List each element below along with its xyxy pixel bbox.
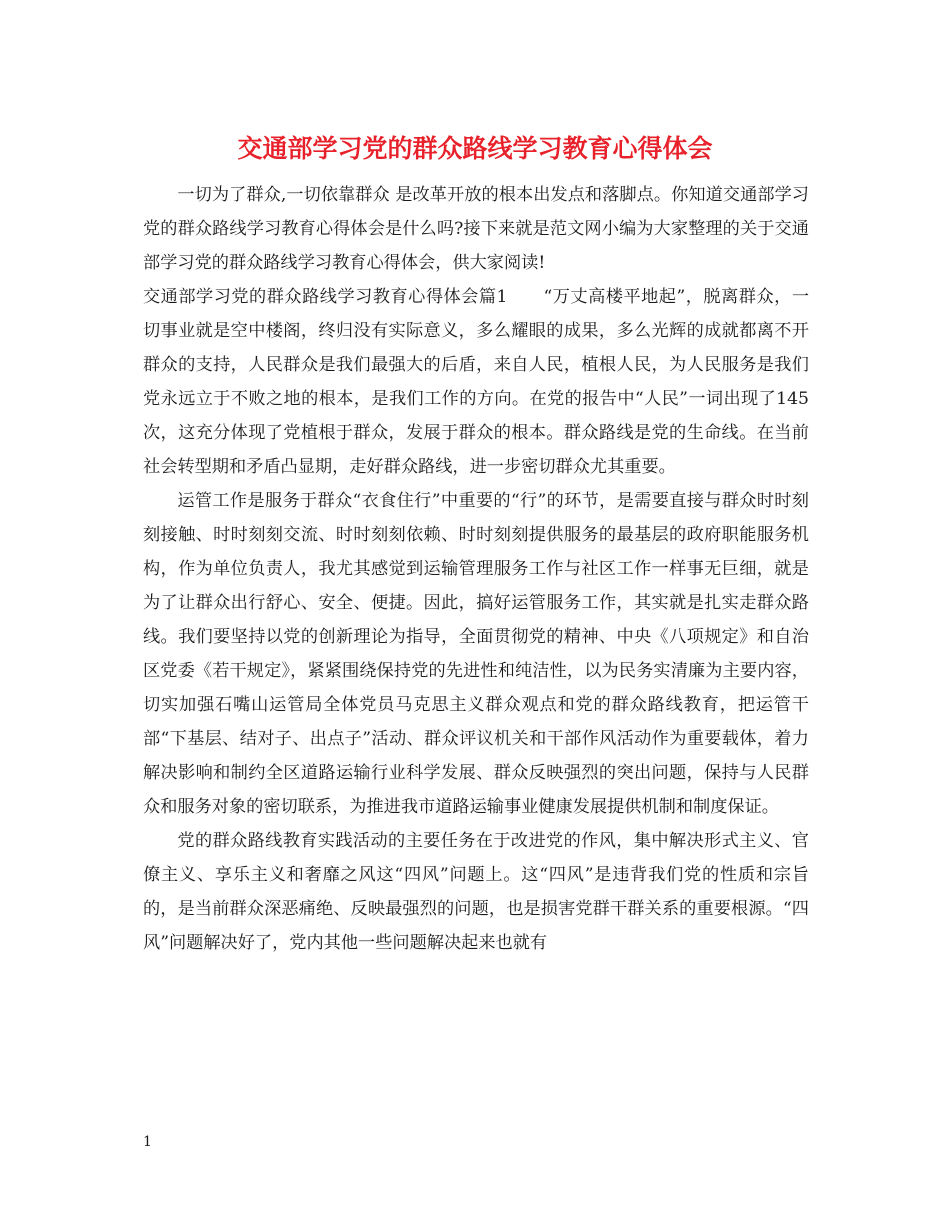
paragraph-2: 运管工作是服务于群众“衣食住行”中重要的“行”的环节，是需要直接与群众时时刻刻接触、时时刻刻交流、时时刻刻依赖、时时刻刻提供服务的最基层的政府职能服务机构，作为单位负责人，我尤其感觉到运输管理服务工作与社区工作一样事无巨细，就是为了让群众出行舒心、安全、便捷。因此，搞好运管服务工作，其实就是扎实走群众路线。我们要坚持以党的创新理论为指导，全面贯彻党的精神、中央《八项规定》和自治区党委《若干规定》，紧紧围绕保持党的先进性和纯洁性，以为民务实清廉为主要内容，切实加强石嘴山运管局全体党员马克思主义群众观点和党的群众路线教育，把运管干部“下基层、结对子、出点子”活动、群众评议机关和干部作风活动作为重要载体，着力解决影响和制约全区道路运输行业科学发展、群众反映强烈的突出问题，保持与人民群众和服务对象的密切联系，为推进我市道路运输事业健康发展提供机制和制度保证。 xyxy=(143,491,809,817)
paragraph-1-text: “万丈高楼平地起”，脱离群众，一切事业就是空中楼阁，终归没有实际意义，多么耀眼的成果，多么光辉的成就都离不开群众的支持，人民群众是我们最强大的后盾，来自人民，植根人民，为人民服务是我们党永远立于不败之地的根本，是我们工作的方向。在党的报告中“人民”一词出现了145次，这充分体现了党植根于群众，发展于群众的根本。群众路线是党的生命线。在当前社会转型期和矛盾凸显期，走好群众路线，进一步密切群众尤其重要。 xyxy=(143,287,810,477)
paragraph-3: 党的群众路线教育实践活动的主要任务在于改进党的作风，集中解决形式主义、官僚主义、享乐主义和奢靡之风这“四风”问题上。这“四风”是违背我们党的性质和宗旨的，是当前群众深恶痛绝、反映最强烈的问题，也是损害党群干群关系的重要根源。“四风”问题解决好了，党内其他一些问题解决起来也就有 xyxy=(143,831,809,953)
document-title: 交通部学习党的群众路线学习教育心得体会 xyxy=(237,134,713,163)
intro-paragraph: 一切为了群众,一切依靠群众 是改革开放的根本出发点和落脚点。你知道交通部学习党的群众路线学习教育心得体会是什么吗?接下来就是范文网小编为大家整理的关于交通部学习党的群众路线学习教育心得体会，供大家阅读! xyxy=(143,185,809,273)
page-number: 1 xyxy=(143,1134,152,1150)
document-body xyxy=(143,178,809,960)
section-heading: 交通部学习党的群众路线学习教育心得体会篇1 xyxy=(143,287,508,307)
section-paragraph-1 xyxy=(143,280,809,484)
